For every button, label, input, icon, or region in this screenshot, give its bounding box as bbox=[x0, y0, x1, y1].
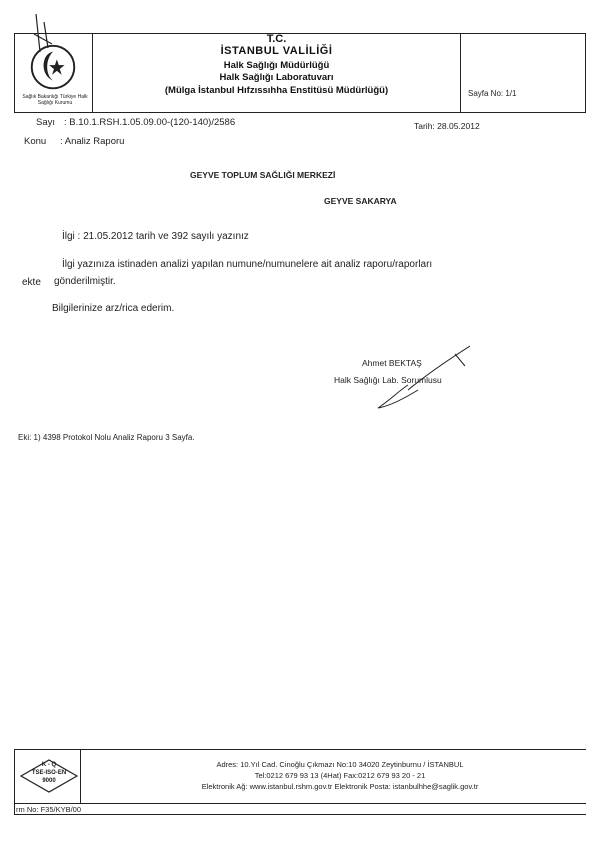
footer-web: Elektronik Ağ: www.istanbul.rshm.gov.tr Elektronik Posta: istanbulhhe@saglik.gov.tr bbox=[201, 782, 479, 791]
signatory-name: Ahmet BEKTAŞ bbox=[362, 358, 422, 368]
form-number: rm No: F35/KYB/00 bbox=[16, 805, 82, 814]
paragraph-1-line-1: İlgi yazınıza istinaden analizi yapılan numune/numunelere ait analiz raporu/raporları bbox=[62, 259, 433, 270]
tse-logo-line-1: K - Q bbox=[41, 762, 57, 768]
footer-base-rule bbox=[14, 814, 586, 815]
konu-label: Konu bbox=[24, 136, 47, 147]
ilgi-reference: İlgi : 21.05.2012 tarih ve 392 sayılı yazınız bbox=[62, 231, 249, 242]
page-number: Sayfa No: 1/1 bbox=[468, 89, 517, 98]
konu-value: : Analiz Raporu bbox=[60, 136, 125, 147]
paragraph-1-ekte: ekte bbox=[22, 277, 41, 288]
recipient-name: GEYVE TOPLUM SAĞLIĞI MERKEZİ bbox=[190, 170, 336, 180]
footer-bottom-rule bbox=[14, 803, 586, 804]
date: Tarih: 28.05.2012 bbox=[414, 121, 480, 131]
tse-logo-line-3: 9000 bbox=[42, 778, 56, 784]
header-laboratuvar: Halk Sağlığı Laboratuvarı bbox=[219, 72, 334, 83]
footer-address: Adres: 10.Yıl Cad. Cinoğlu Çıkmazı No:10 34020 Zeytinburnu / İSTANBUL bbox=[216, 760, 464, 769]
sayi-label: Sayı bbox=[36, 117, 56, 128]
enclosure-note: Eki: 1) 4398 Protokol Nolu Analiz Raporu 3 Sayfa. bbox=[18, 433, 195, 442]
tse-logo-text bbox=[20, 761, 78, 785]
footer-logo-divider bbox=[80, 749, 81, 803]
header-valilik: İSTANBUL VALİLİĞİ bbox=[220, 45, 333, 57]
header-mulga: (Mülga İstanbul Hıfzıssıhha Enstitüsü Müdürlüğü) bbox=[164, 85, 389, 96]
tse-logo-line-2: TSE-ISO-EN bbox=[31, 770, 67, 776]
footer-phone: Tel:0212 679 93 13 (4Hat) Fax:0212 679 93 20 - 21 bbox=[254, 771, 426, 780]
footer-top-rule bbox=[14, 749, 586, 750]
ministry-logo-icon bbox=[24, 40, 82, 98]
recipient-place: GEYVE SAKARYA bbox=[324, 196, 397, 206]
signatory-title: Halk Sağlığı Lab. Sorumlusu bbox=[334, 375, 442, 385]
footer-left-border bbox=[14, 749, 15, 814]
paragraph-2: Bilgilerinize arz/rica ederim. bbox=[52, 303, 175, 314]
letterhead-divider-right bbox=[460, 33, 461, 113]
sayi-value: : B.10.1.RSH.1.05.09.00-(120-140)/2586 bbox=[64, 117, 236, 128]
logo-caption: Sağlık Bakanlığı Türkiye Halk Sağlığı Kurumu bbox=[22, 94, 88, 106]
header-mudurluk: Halk Sağlığı Müdürlüğü bbox=[223, 60, 330, 71]
paragraph-1-line-2: gönderilmiştir. bbox=[54, 276, 116, 287]
header-tc: T.C. bbox=[266, 33, 287, 45]
